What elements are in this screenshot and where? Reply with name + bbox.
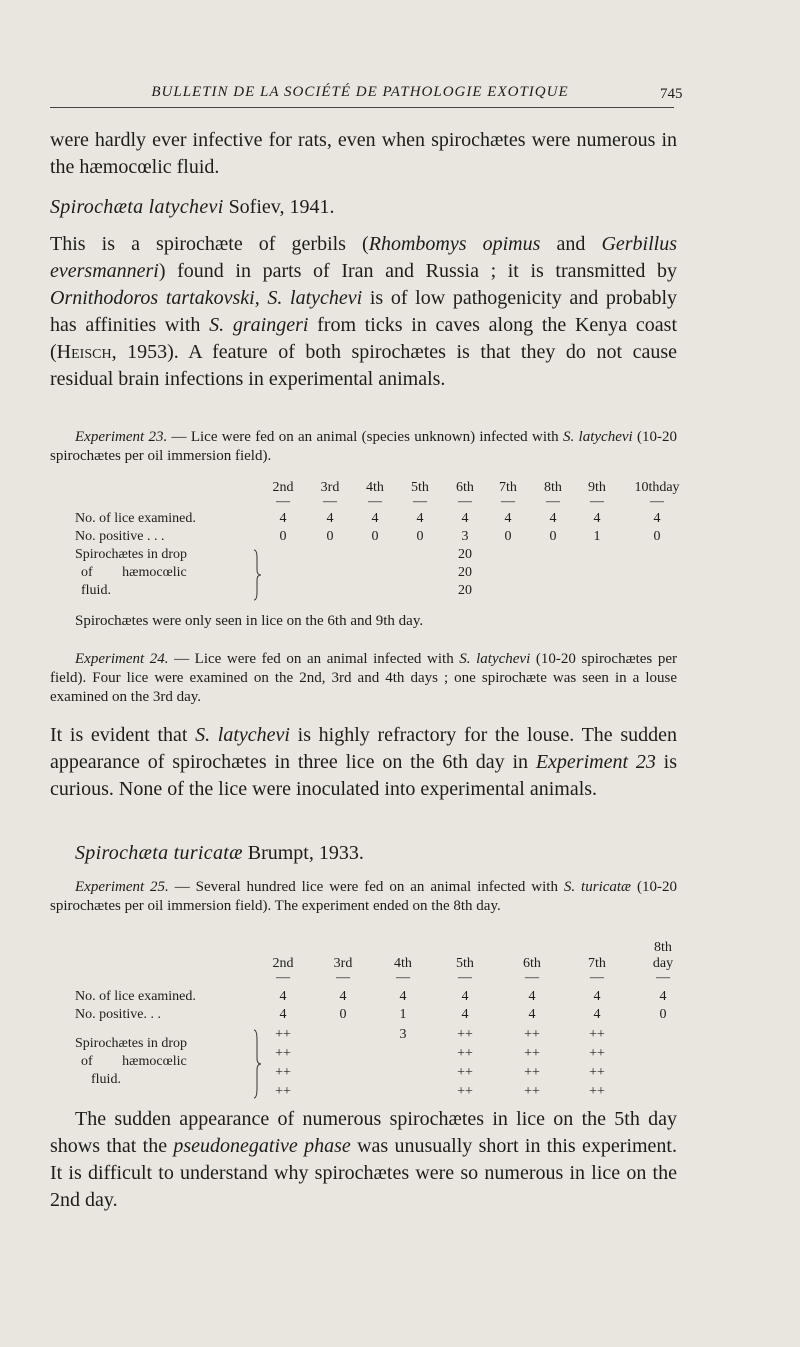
table-cell: ++ — [524, 1046, 540, 1061]
text-run-italic: Ornithodoros tartakovski, S. latychevi — [50, 287, 363, 309]
brace-icon — [251, 548, 263, 602]
table-cell: 4 — [593, 1007, 601, 1022]
table-cell: 0 — [504, 529, 512, 544]
page-number: 745 — [660, 86, 683, 102]
table-header-cell: 8th — [654, 940, 672, 955]
brace-icon — [251, 1028, 263, 1100]
table-cell: ++ — [524, 1027, 540, 1042]
table-cell: 0 — [339, 1007, 347, 1022]
table-cell: 1 — [399, 1007, 407, 1022]
section-heading-turicatae — [50, 840, 677, 867]
table-cell: 4 — [416, 511, 424, 526]
table-cell: 4 — [279, 989, 287, 1004]
text-run-italic: Rhombomys opimus — [368, 233, 541, 255]
table-row — [75, 547, 675, 565]
table-header-cell: 3rd — [320, 480, 340, 495]
table-cell: 4 — [371, 511, 379, 526]
table-cell: 3 — [461, 529, 469, 544]
table-cell: 4 — [279, 1007, 287, 1022]
row-label: Spirochætes in drop — [75, 547, 187, 562]
table-header-cell: 5th — [411, 480, 429, 495]
text-run: It is evident that — [50, 724, 196, 746]
table-row — [75, 1084, 675, 1102]
table-cell: ++ — [457, 1046, 473, 1061]
text-run: is highly refractory for the louse. The sudden appearance of spirochætes in three lice on the 6th day in — [50, 724, 677, 773]
header-rule — [50, 107, 674, 108]
table-row — [75, 583, 675, 601]
table-cell: 4 — [504, 511, 512, 526]
text-run: This is a spirochæte of gerbils ( — [50, 233, 369, 255]
experiment-label: Experiment 24. — [75, 651, 169, 667]
table-cell: 4 — [593, 511, 601, 526]
table-header-cell: 7th — [499, 480, 517, 495]
table-cell: ++ — [457, 1084, 473, 1099]
table-header-cell: day — [652, 956, 674, 971]
species-name: Spirochæta latychevi — [50, 196, 224, 218]
table-cell: ++ — [275, 1084, 291, 1099]
table-cell: 4 — [326, 511, 334, 526]
text-run: from ticks in caves along the Kenya coast ( — [50, 314, 678, 363]
paragraph-text: were hardly ever infective for rats, even when spirochætes were numerous in the hæmocœlic fluid. — [50, 129, 677, 178]
text-run: is curious. None of the lice were inoculated into experimental animals. — [50, 751, 678, 800]
table-row — [75, 989, 675, 1007]
table-cell: 4 — [549, 511, 557, 526]
text-run: — Several hundred lice were fed on an animal infected with — [168, 879, 564, 895]
table-cell: 4 — [528, 1007, 536, 1022]
row-label: No. positive . . . — [75, 529, 165, 544]
table-1-note — [75, 612, 675, 631]
table-cell: 4 — [461, 1007, 469, 1022]
table-cell: 0 — [371, 529, 379, 544]
table-cell: 0 — [326, 529, 334, 544]
author-citation: Heisch — [56, 341, 112, 363]
table-cell: 20 — [458, 583, 472, 598]
text-run: , 1953). A feature of both spirochætes is that they do not cause residual brain infections in experimental animals. — [50, 341, 677, 390]
row-label: of hæmocœlic — [81, 1054, 187, 1069]
row-label: No. positive. . . — [75, 1007, 161, 1022]
table-header-dashes: — — — — — — — — [276, 970, 670, 985]
table-row — [75, 565, 675, 583]
species-name: Spirochæta turicatæ — [75, 842, 243, 864]
text-run-italic: Gerbillus eversmanneri — [50, 233, 677, 282]
text-run-italic: Experiment 23 — [535, 751, 656, 773]
running-header: BULLETIN DE LA SOCIÉTÉ DE PATHOLOGIE EXOTIQUE — [151, 84, 569, 100]
row-label: fluid. — [91, 1072, 121, 1087]
text-run: (10-20 spirochætes per field). Four lice were examined on the 2nd, 3rd and 4th days ; one spirochæte was seen in a louse examined on the 3rd day. — [50, 651, 678, 705]
row-label: No. of lice examined. — [75, 511, 196, 526]
table-header-cell: 6th — [523, 956, 541, 971]
table-header-cell: 2nd — [272, 956, 294, 971]
text-run: (10-20 spirochætes per oil immersion field). — [50, 429, 677, 464]
table-cell: ++ — [275, 1065, 291, 1080]
experiment-label: Experiment 25. — [75, 879, 169, 895]
table-cell: 1 — [593, 529, 601, 544]
table-cell: ++ — [589, 1027, 605, 1042]
table-header-cell: 8th — [544, 480, 562, 495]
table-cell: 0 — [416, 529, 424, 544]
table-cell: ++ — [457, 1065, 473, 1080]
experiment-25-description — [50, 878, 677, 916]
note-text: Spirochætes were only seen in lice on the 6th and 9th day. — [75, 613, 424, 629]
table-header-dashes: — — — — — — — — — — [276, 494, 664, 509]
text-run: ) found in parts of Iran and Russia ; it is transmitted by — [158, 260, 677, 282]
table-cell: 4 — [279, 511, 287, 526]
text-run: and — [540, 233, 602, 255]
table-cell: 4 — [659, 989, 667, 1004]
table-header-cell: 3rd — [333, 956, 353, 971]
section-heading-latychevi — [50, 194, 677, 221]
table-cell: 4 — [653, 511, 661, 526]
table-row — [75, 511, 675, 529]
table-cell: ++ — [589, 1065, 605, 1080]
text-run-italic: S. turicatæ — [563, 879, 632, 895]
text-run: was unusually short in this experiment. It is difficult to understand why spirochætes were so numerous in lice on the 2nd day. — [50, 1135, 677, 1211]
table-cell: 4 — [399, 989, 407, 1004]
text-run: The sudden appearance of numerous spirochætes in lice on the 5th day shows that the — [50, 1108, 677, 1157]
table-header-cell: 2nd — [272, 480, 294, 495]
text-run-italic: S. graingeri — [209, 314, 309, 336]
table-cell: ++ — [589, 1046, 605, 1061]
row-label: of hæmocœlic — [81, 565, 187, 580]
row-label: Spirochætes in drop — [75, 1036, 187, 1051]
table-header-cell: 5th — [456, 956, 474, 971]
table-cell: 4 — [593, 989, 601, 1004]
table-cell: 3 — [399, 1027, 407, 1042]
table-cell: 20 — [458, 547, 472, 562]
table-header-cell: 7th — [588, 956, 606, 971]
table-cell: 4 — [461, 989, 469, 1004]
text-run-italic: pseudonegative phase — [173, 1135, 351, 1157]
text-run: is of low pathogenicity and probably has affinities with — [50, 287, 677, 336]
text-run: — Lice were fed on an animal (species unknown) infected with — [167, 429, 563, 445]
paragraph-pseudonegative — [50, 1106, 677, 1214]
table-cell: 20 — [458, 565, 472, 580]
text-run-italic: S. latychevi — [459, 651, 531, 667]
paragraph-continuation — [50, 127, 677, 181]
paragraph-latychevi — [50, 231, 677, 393]
table-cell: ++ — [275, 1027, 291, 1042]
text-run: — Lice were fed on an animal infected with — [168, 651, 460, 667]
species-author: Brumpt, 1933. — [247, 842, 364, 864]
table-header-cell: 9th — [588, 480, 606, 495]
text-run-italic: S. latychevi — [562, 429, 633, 445]
table-header-cell: 4th — [394, 956, 412, 971]
table-cell: 4 — [461, 511, 469, 526]
table-row — [75, 529, 675, 547]
row-label: No. of lice examined. — [75, 989, 196, 1004]
experiment-23-description — [50, 428, 677, 466]
experiment-label: Experiment 23. — [75, 429, 168, 445]
table-cell: ++ — [524, 1084, 540, 1099]
table-row — [75, 1007, 675, 1025]
table-cell: 0 — [659, 1007, 667, 1022]
table-cell: 0 — [279, 529, 287, 544]
text-run: (10-20 spirochætes per oil immersion field). The experiment ended on the 8th day. — [50, 879, 677, 914]
table-cell: ++ — [275, 1046, 291, 1061]
table-cell: 0 — [653, 529, 661, 544]
text-run-italic: S. latychevi — [195, 724, 290, 746]
table-cell: 4 — [339, 989, 347, 1004]
table-header-cell: 4th — [366, 480, 384, 495]
table-cell: ++ — [457, 1027, 473, 1042]
species-author: Sofiev, 1941. — [228, 196, 335, 218]
experiment-24-description — [50, 650, 677, 707]
paragraph-refractory — [50, 722, 677, 803]
row-label: fluid. — [81, 583, 111, 598]
table-cell: ++ — [524, 1065, 540, 1080]
table-cell: 0 — [549, 529, 557, 544]
table-header-cell: 6th — [456, 480, 474, 495]
table-cell: 4 — [528, 989, 536, 1004]
table-cell: ++ — [589, 1084, 605, 1099]
table-header-cell: 10thday — [634, 480, 680, 495]
